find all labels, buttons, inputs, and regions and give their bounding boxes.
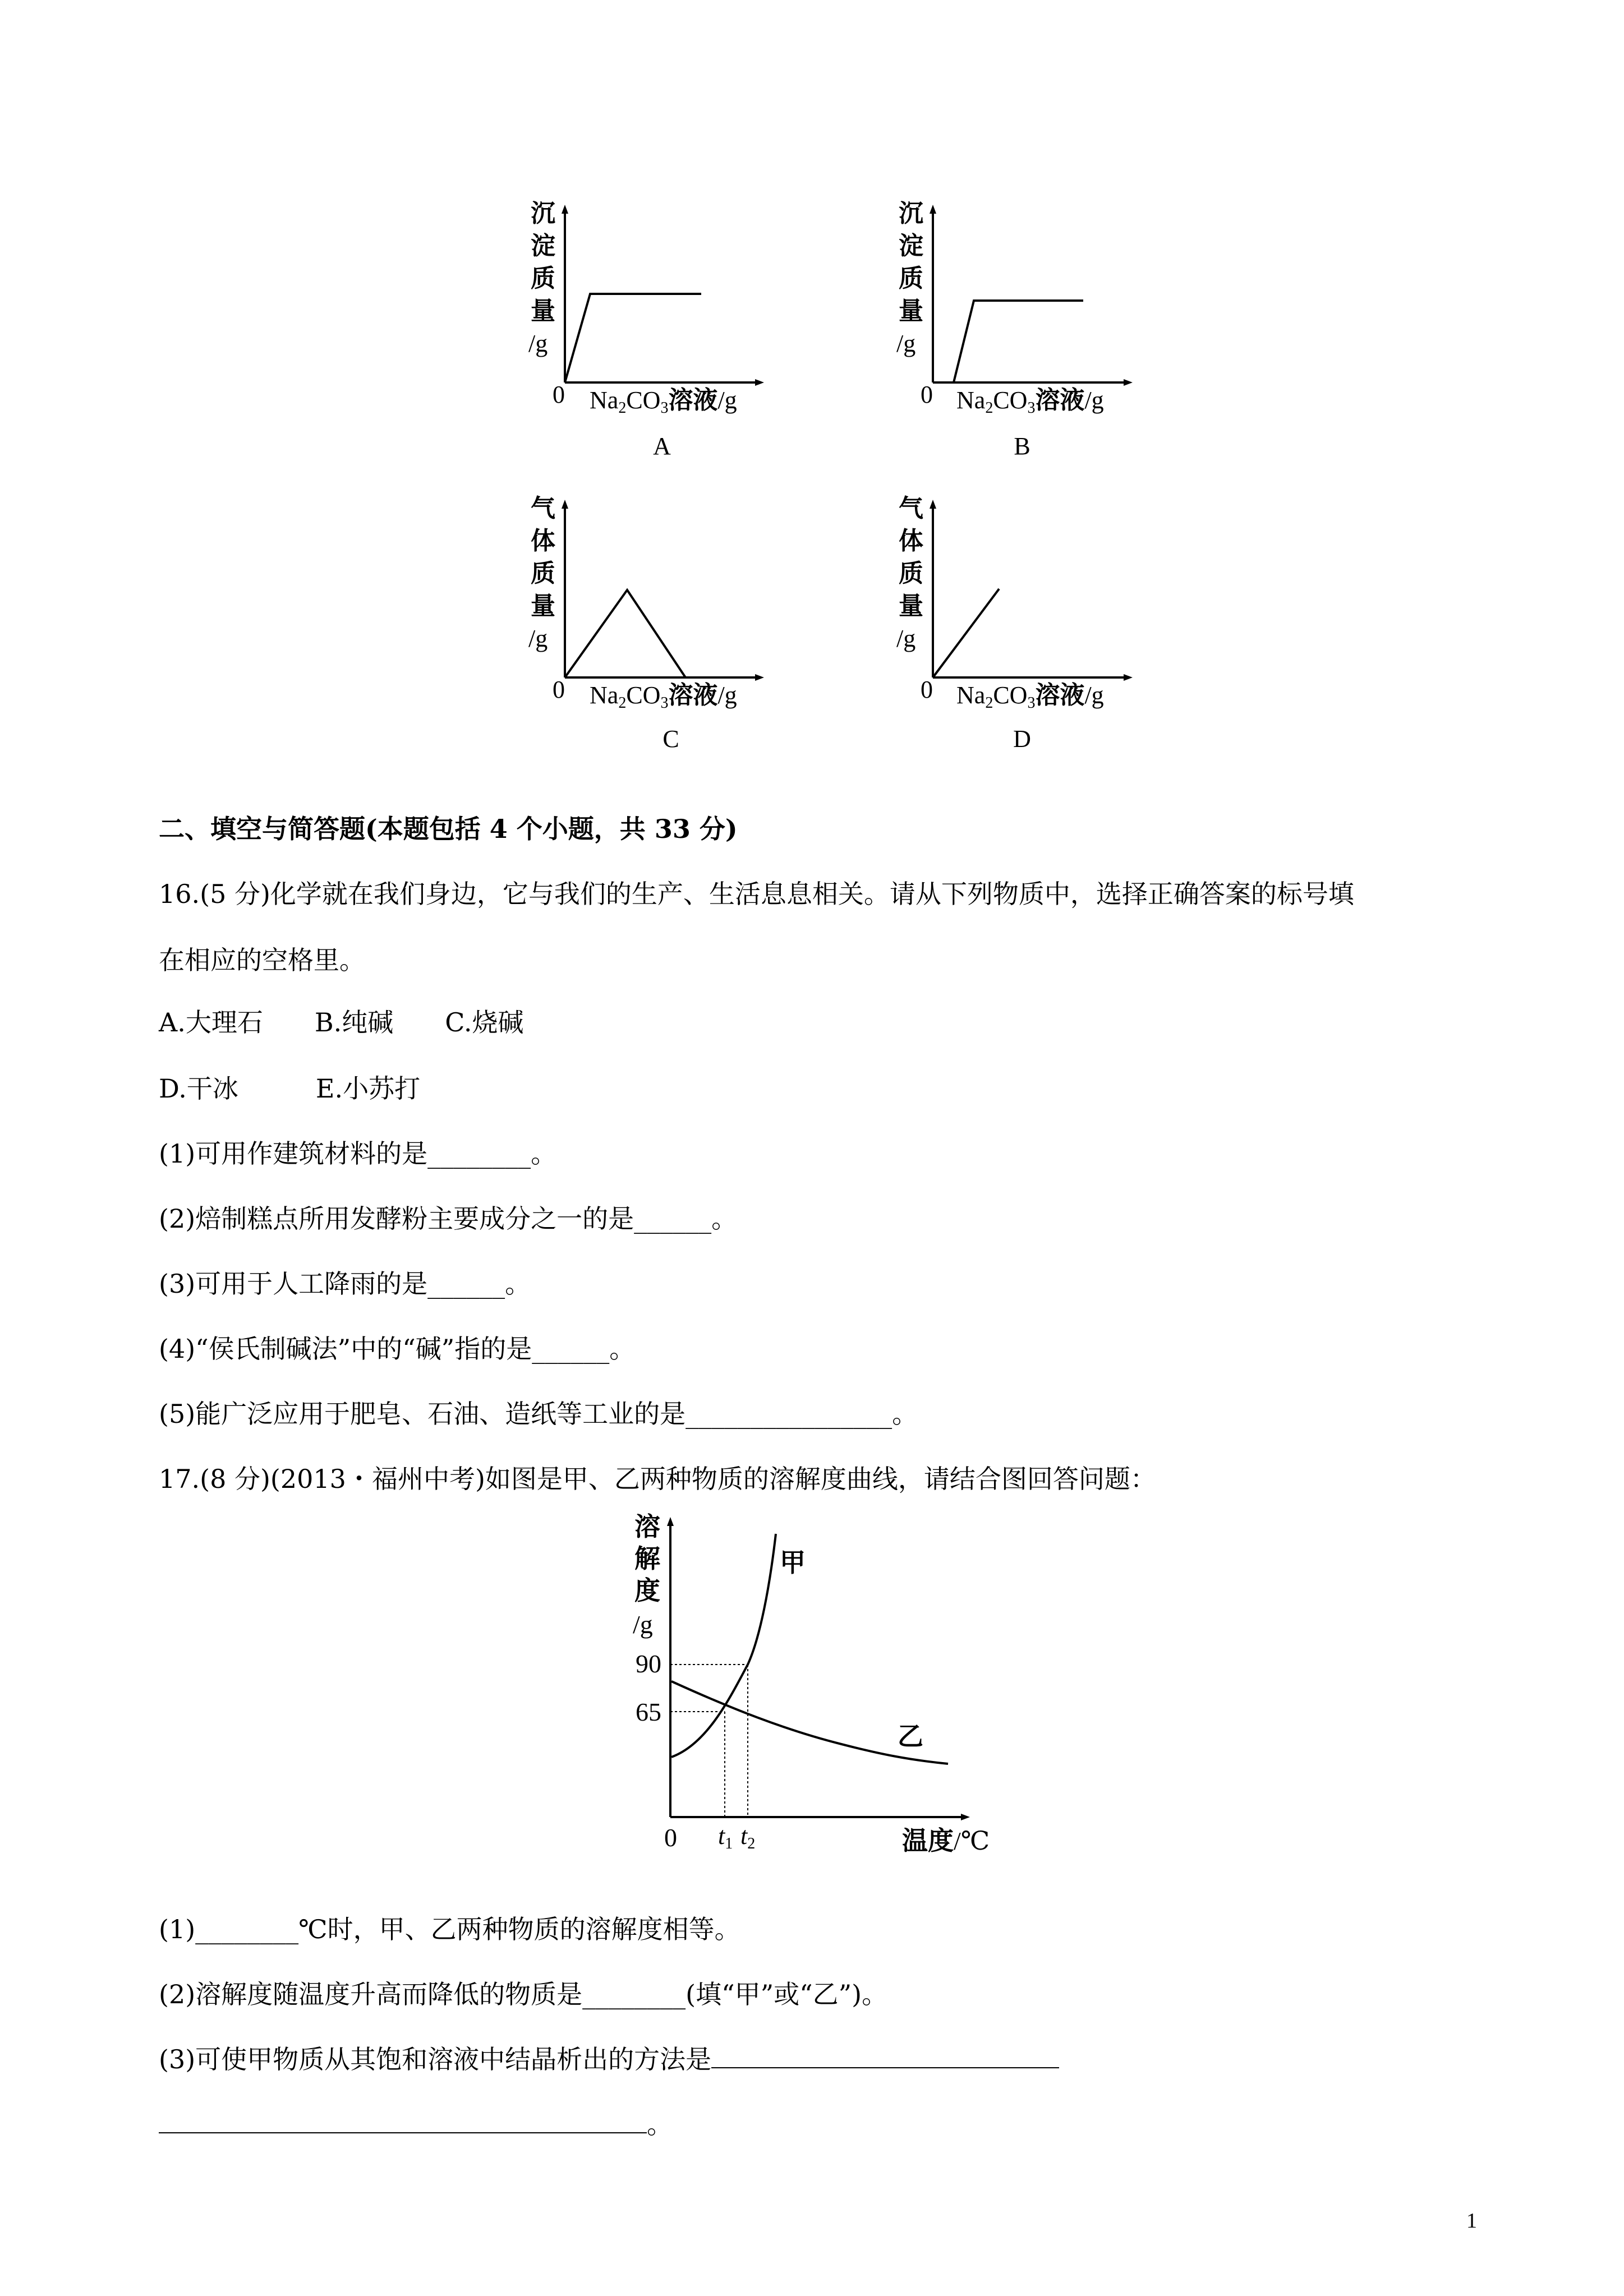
svg-text:/g: /g	[633, 1610, 653, 1639]
svg-text:沉: 沉	[899, 199, 923, 228]
graph-d-letter: D	[1013, 725, 1031, 753]
svg-text:气: 气	[531, 494, 555, 523]
svg-text:量: 量	[899, 592, 923, 620]
q16-sub4: (4)“侯氏制碱法”中的“碱”指的是______。	[159, 1334, 636, 1364]
q17-sub1: (1)________℃时，甲、乙两种物质的溶解度相等。	[159, 1914, 740, 1944]
svg-text:量: 量	[531, 592, 555, 620]
svg-text:解: 解	[634, 1543, 660, 1574]
q17-sub3-end: 。	[647, 2109, 673, 2140]
origin-label: 0	[664, 1823, 677, 1852]
page-number: 1	[1466, 2209, 1477, 2233]
graph-a-ylabel	[528, 199, 555, 357]
x-tick-t2: t2	[740, 1822, 756, 1852]
graph-a-origin: 0	[553, 381, 565, 408]
graph-c	[565, 504, 760, 677]
graph-d-xlabel: Na2CO3溶液/g	[956, 681, 1104, 712]
solubility-chart	[0, 1503, 1624, 1873]
graph-c-origin: 0	[553, 676, 565, 703]
svg-text:量: 量	[531, 297, 555, 325]
graph-d-origin: 0	[921, 676, 933, 703]
q16-sub2: (2)焙制糕点所用发酵粉主要成分之一的是______。	[159, 1204, 738, 1234]
svg-text:沉: 沉	[531, 199, 555, 228]
q17-sub3-text: (3)可使甲物质从其饱和溶液中结晶析出的方法是	[159, 2044, 712, 2074]
q16-stem-line1: 16.(5 分)化学就在我们身边，它与我们的生产、生活息息相关。请从下列物质中，选择正确答案的标号填	[159, 879, 1354, 909]
q17-sub3-blank2	[159, 2108, 647, 2133]
y-tick-90: 90	[636, 1649, 661, 1678]
graph-a	[565, 209, 760, 382]
q17-sub3-line2	[159, 2108, 673, 2141]
graph-a-xlabel: Na2CO3溶液/g	[590, 386, 737, 417]
graph-b	[933, 209, 1129, 382]
series-jia-label: 甲	[780, 1547, 806, 1578]
graph-a-curve	[565, 294, 701, 382]
q16-sub3: (3)可用于人工降雨的是______。	[159, 1269, 531, 1299]
q17-sub3	[159, 2043, 1059, 2076]
q17-sub3-blank	[711, 2043, 1059, 2068]
graph-b-letter: B	[1014, 432, 1030, 460]
svg-text:体: 体	[531, 527, 555, 555]
svg-text:质: 质	[899, 559, 923, 588]
q16-sub1: (1)可用作建筑材料的是________。	[159, 1138, 557, 1169]
q16-options-row2: D.干冰 E.小苏打	[159, 1073, 421, 1104]
svg-text:体: 体	[899, 527, 923, 555]
graph-d	[933, 504, 1129, 677]
xlabel: 温度/℃	[902, 1825, 990, 1856]
graph-c-ylabel	[528, 494, 555, 652]
svg-text:量: 量	[899, 297, 923, 325]
graphs-figure	[0, 0, 1624, 785]
graph-a-letter: A	[653, 432, 671, 460]
svg-text:质: 质	[531, 559, 555, 588]
series-jia-curve	[671, 1534, 776, 1757]
graph-d-ylabel	[896, 494, 923, 652]
section-heading: 二、填空与简答题(本题包括 4 个小题，共 33 分)	[159, 814, 738, 844]
y-tick-65: 65	[636, 1698, 661, 1726]
graph-c-curve	[565, 590, 686, 677]
svg-text:淀: 淀	[531, 232, 555, 260]
graph-b-curve	[954, 301, 1083, 382]
svg-text:度: 度	[634, 1575, 660, 1606]
q16-sub5: (5)能广泛应用于肥皂、石油、造纸等工业的是________________。	[159, 1399, 918, 1429]
svg-text:气: 气	[899, 494, 923, 523]
svg-text:质: 质	[531, 264, 555, 293]
x-tick-t1: t1	[718, 1822, 733, 1852]
q17-sub2: (2)溶解度随温度升高而降低的物质是________(填“甲”或“乙”)。	[159, 1979, 888, 2009]
svg-text:/g: /g	[896, 625, 916, 652]
graph-b-xlabel: Na2CO3溶液/g	[956, 386, 1104, 417]
graph-b-ylabel	[896, 199, 923, 357]
svg-text:淀: 淀	[899, 232, 923, 260]
svg-text:质: 质	[899, 264, 923, 293]
q16-stem-line2: 在相应的空格里。	[159, 945, 365, 975]
svg-text:/g: /g	[896, 330, 916, 357]
q16-options-row1: A.大理石 B.纯碱 C.烧碱	[159, 1007, 524, 1038]
graph-d-curve	[933, 589, 999, 677]
series-yi-label: 乙	[898, 1721, 923, 1751]
svg-text:/g: /g	[528, 330, 548, 357]
svg-text:/g: /g	[528, 625, 548, 652]
svg-text:溶: 溶	[634, 1511, 660, 1542]
graph-c-xlabel: Na2CO3溶液/g	[590, 681, 737, 712]
q17-stem: 17.(8 分)(2013・福州中考)如图是甲、乙两种物质的溶解度曲线，请结合图回答问题：	[159, 1464, 1156, 1494]
graph-b-origin: 0	[921, 381, 933, 408]
graph-c-letter: C	[663, 725, 679, 753]
ylabel	[633, 1511, 660, 1639]
